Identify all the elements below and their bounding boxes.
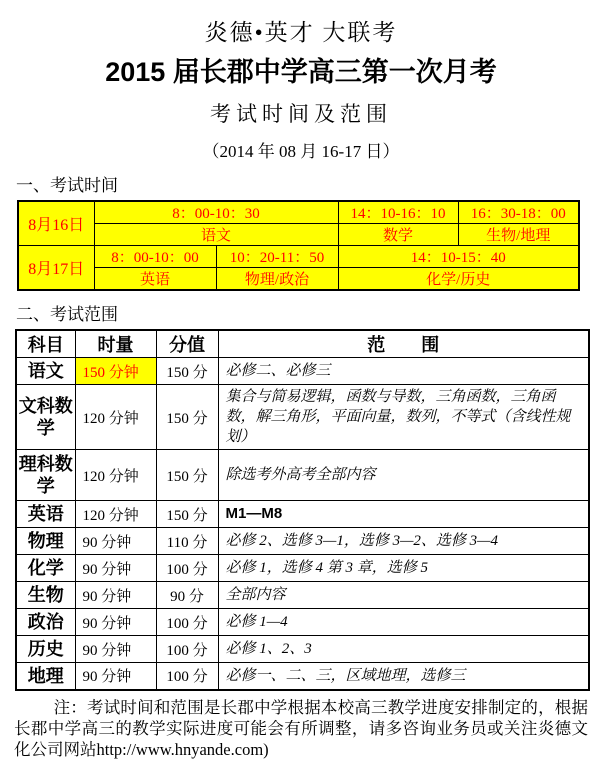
subject-name: 文科数学 xyxy=(16,385,75,450)
scope-text: 必修 2、选修 3—1，选修 3—2、选修 3—4 xyxy=(218,528,589,555)
page-subtitle: 考试时间及范围 xyxy=(210,102,392,126)
exam-date-range: （2014 年 08 月 16-17 日） xyxy=(202,142,400,161)
schedule-day2-slot1-time: 8：00-10：00 xyxy=(94,246,216,268)
schedule-day1-slot2-time: 14：10-16：10 xyxy=(338,201,458,224)
duration-value: 90 分钟 xyxy=(75,609,156,636)
duration-value: 120 分钟 xyxy=(75,450,156,501)
duration-value-highlighted: 150 分钟 xyxy=(75,358,156,385)
scope-row-wuli xyxy=(16,528,589,555)
schedule-day2-slot2-subject: 物理/政治 xyxy=(216,268,338,291)
schedule-day1-slot3-time: 16：30-18：00 xyxy=(458,201,579,224)
scope-text: 必修 1、2、3 xyxy=(218,636,589,663)
schedule-day1-slot1-time: 8：00-10：30 xyxy=(94,201,338,224)
schedule-day2-date: 8月17日 xyxy=(18,246,94,291)
subject-name: 英语 xyxy=(16,501,75,528)
exam-scope-table xyxy=(15,329,590,691)
scope-row-like-shuxue xyxy=(16,450,589,501)
scope-text: 除选考外高考全部内容 xyxy=(218,450,589,501)
scope-header-row xyxy=(16,330,589,358)
subject-name: 地理 xyxy=(16,663,75,690)
duration-value: 90 分钟 xyxy=(75,582,156,609)
duration-value: 120 分钟 xyxy=(75,501,156,528)
score-value: 90 分 xyxy=(156,582,218,609)
scope-row-huaxue xyxy=(16,555,589,582)
score-value: 150 分 xyxy=(156,501,218,528)
scope-row-yuwen xyxy=(16,358,589,385)
exam-time-table xyxy=(17,200,580,291)
footnote: 注：考试时间和范围是长郡中学根据本校高三教学进度安排制定的，根据长郡中学高三的教学实际进度可能会有所调整，请多咨询业务员或关注炎德文化公司网站http://www.hnyande.com) xyxy=(14,697,588,759)
schedule-day2-time-row xyxy=(18,246,579,268)
scope-row-shengwu xyxy=(16,582,589,609)
subject-name: 政治 xyxy=(16,609,75,636)
duration-value: 120 分钟 xyxy=(75,385,156,450)
score-value: 150 分 xyxy=(156,450,218,501)
scope-row-zhengzhi xyxy=(16,609,589,636)
schedule-day2-slot3-time: 14：10-15：40 xyxy=(338,246,579,268)
scope-text: 必修 1—4 xyxy=(218,609,589,636)
subject-name: 语文 xyxy=(16,358,75,385)
subject-name: 历史 xyxy=(16,636,75,663)
schedule-day1-slot3-subject: 生物/地理 xyxy=(458,224,579,246)
schedule-day1-slot2-subject: 数学 xyxy=(338,224,458,246)
score-value: 110 分 xyxy=(156,528,218,555)
subject-name: 物理 xyxy=(16,528,75,555)
score-value: 100 分 xyxy=(156,555,218,582)
scope-header-scope: 范 围 xyxy=(218,330,589,358)
scope-text: 全部内容 xyxy=(218,582,589,609)
schedule-day2-slot1-subject: 英语 xyxy=(94,268,216,291)
scope-row-wenke-shuxue xyxy=(16,385,589,450)
subject-name: 理科数学 xyxy=(16,450,75,501)
schedule-day2-slot2-time: 10：20-11：50 xyxy=(216,246,338,268)
duration-value: 90 分钟 xyxy=(75,528,156,555)
duration-value: 90 分钟 xyxy=(75,663,156,690)
scope-text: 必修一、二、三，区域地理，选修三 xyxy=(218,663,589,690)
score-value: 100 分 xyxy=(156,609,218,636)
scope-header-subject: 科目 xyxy=(16,330,75,358)
score-value: 100 分 xyxy=(156,636,218,663)
subject-name: 化学 xyxy=(16,555,75,582)
page-title: 2015 届长郡中学高三第一次月考 xyxy=(105,57,497,87)
schedule-day1-time-row xyxy=(18,201,579,224)
brand-title: 炎德•英才 大联考 xyxy=(204,20,398,45)
schedule-day1-subject-row xyxy=(18,224,579,246)
scope-text: 必修 1，选修 4 第 3 章，选修 5 xyxy=(218,555,589,582)
score-value: 100 分 xyxy=(156,663,218,690)
duration-value: 90 分钟 xyxy=(75,636,156,663)
subject-name: 生物 xyxy=(16,582,75,609)
section-exam-scope-label: 二、考试范围 xyxy=(16,305,118,324)
schedule-day1-date: 8月16日 xyxy=(18,201,94,246)
scope-text: 集合与简易逻辑，函数与导数，三角函数，三角函数，解三角形，平面向量，数列，不等式（含线性规划） xyxy=(218,385,589,450)
scope-row-dili xyxy=(16,663,589,690)
scope-text: M1—M8 xyxy=(218,501,589,528)
scope-row-lishi xyxy=(16,636,589,663)
duration-value: 90 分钟 xyxy=(75,555,156,582)
scope-header-duration: 时量 xyxy=(75,330,156,358)
schedule-day1-slot1-subject: 语文 xyxy=(94,224,338,246)
scope-row-yingyu xyxy=(16,501,589,528)
scope-text: 必修二、必修三 xyxy=(218,358,589,385)
schedule-day2-slot3-subject: 化学/历史 xyxy=(338,268,579,291)
score-value: 150 分 xyxy=(156,358,218,385)
schedule-day2-subject-row xyxy=(18,268,579,291)
section-exam-time-label: 一、考试时间 xyxy=(16,176,118,195)
score-value: 150 分 xyxy=(156,385,218,450)
scope-header-score: 分值 xyxy=(156,330,218,358)
